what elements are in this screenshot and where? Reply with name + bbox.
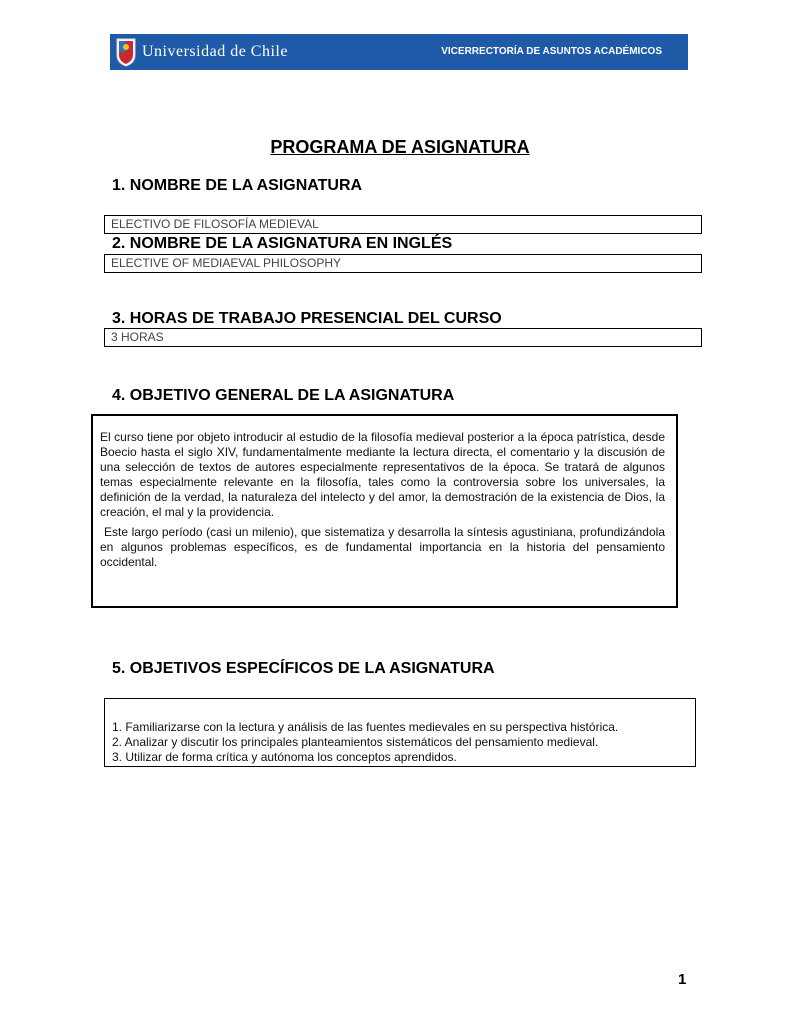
vicerrectoria-name: VICERRECTORÍA DE ASUNTOS ACADÉMICOS <box>441 46 662 57</box>
specific-objectives-box <box>104 698 696 767</box>
section-1-heading: 1. NOMBRE DE LA ASIGNATURA <box>112 177 363 194</box>
general-objective-box <box>91 414 678 608</box>
list-item: 3. Utilizar de forma crítica y autónoma los conceptos aprendidos. <box>112 750 457 764</box>
general-objective-paragraph-1: El curso tiene por objeto introducir al estudio de la filosofía medieval posterior a la época patrística, desde Boecio hasta el siglo XIV, fundamentalmente mediante la lectura directa, el comentario y la discusión de una selección de textos de autores especialmente representativos de la época. Se tratará de algunos temas especialmente relevante en la filosofía, tales como la controversia sobre los universales, la definición de la verdad, la naturaleza del intelecto y del amor, la demostración de la existencia de Dios, la creación, el mal y la providencia. <box>100 430 665 519</box>
specific-objectives-list <box>112 720 618 765</box>
page-number: 1 <box>678 971 687 988</box>
list-item: 2. Analizar y discutir los principales planteamientos sistemáticos del pensamiento medieval. <box>112 735 599 749</box>
course-name-field: ELECTIVO DE FILOSOFÍA MEDIEVAL <box>104 215 702 234</box>
section-5-heading: 5. OBJETIVOS ESPECÍFICOS DE LA ASIGNATURA <box>112 660 495 677</box>
section-2-heading: 2. NOMBRE DE LA ASIGNATURA EN INGLÉS <box>112 235 453 252</box>
course-name-english-field: ELECTIVE OF MEDIAEVAL PHILOSOPHY <box>104 254 702 273</box>
university-crest-icon <box>115 37 137 67</box>
general-objective-paragraph-2: Este largo período (casi un milenio), que sistematiza y desarrolla la síntesis agustiniana, profundizándola en algunos problemas específicos, es de fundamental importancia en la historia del pensamiento occidental. <box>100 525 665 569</box>
institution-header-banner <box>110 34 688 70</box>
list-item: 1. Familiarizarse con la lectura y análisis de las fuentes medievales en su perspectiva histórica. <box>112 720 619 734</box>
section-3-heading: 3. HORAS DE TRABAJO PRESENCIAL DEL CURSO <box>112 310 502 327</box>
university-name: Universidad de Chile <box>142 43 288 60</box>
section-4-heading: 4. OBJETIVO GENERAL DE LA ASIGNATURA <box>112 387 455 404</box>
document-title: PROGRAMA DE ASIGNATURA <box>270 137 530 157</box>
contact-hours-field: 3 HORAS <box>104 328 702 347</box>
